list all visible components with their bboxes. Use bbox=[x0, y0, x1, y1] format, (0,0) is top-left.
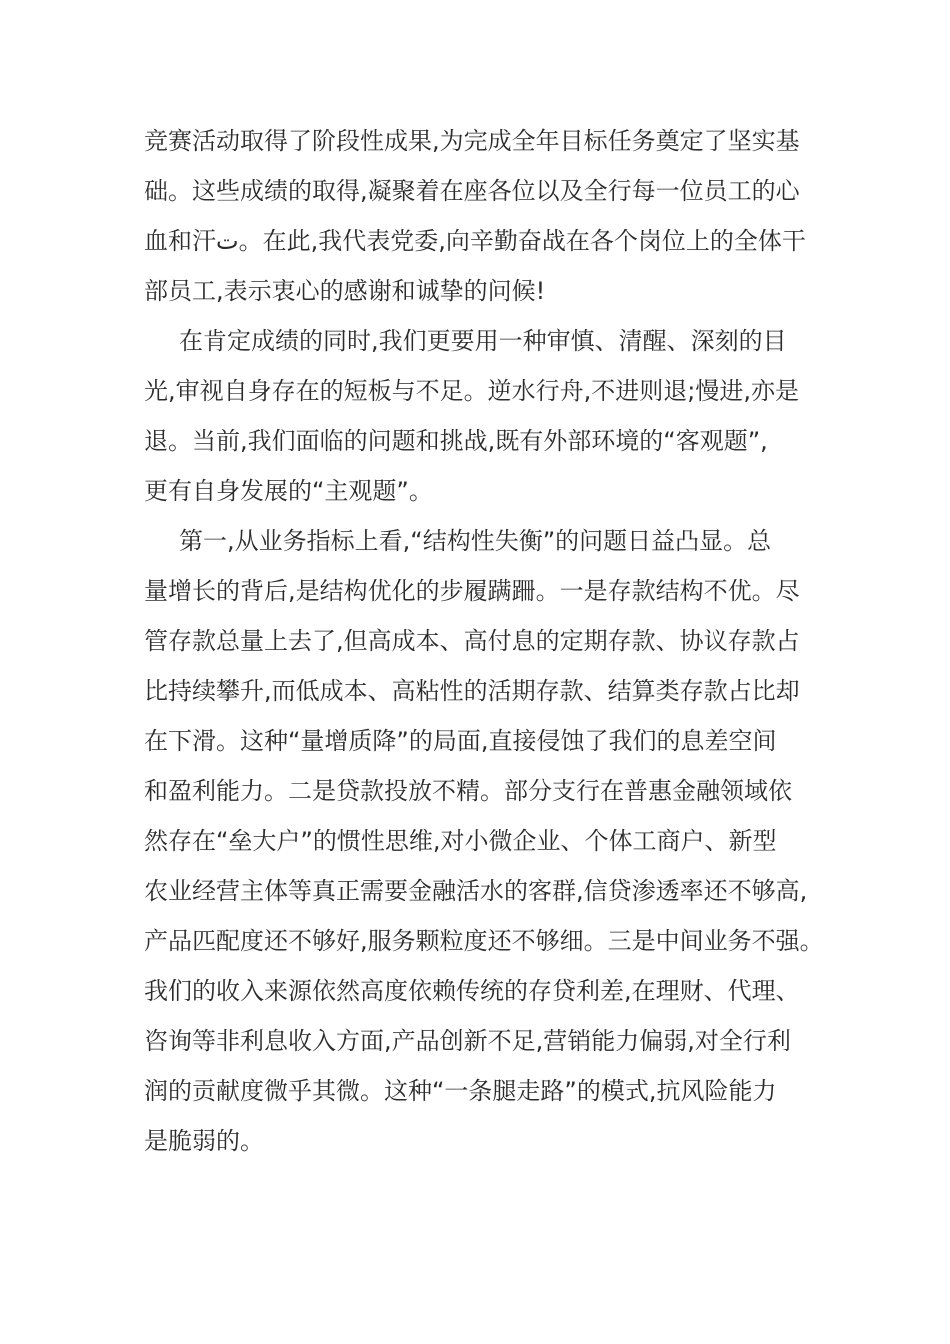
text-line: 润的贡献度微乎其微。这种“一条腿走路”的模式,抗风险能力 bbox=[144, 1077, 777, 1105]
text-line: 部员工,表示衷心的感谢和诚挚的问候! bbox=[144, 277, 546, 305]
text-line: 第一,从业务指标上看,“结构性失衡”的问题日益凸显。总 bbox=[179, 527, 772, 555]
text-line: 础。这些成绩的取得,凝聚着在座各位以及全行每一位员工的心 bbox=[144, 177, 800, 205]
text-line: 和盈利能力。二是贷款投放不精。部分支行在普惠金融领域依 bbox=[144, 777, 792, 805]
text-line: 竞赛活动取得了阶段性成果,为完成全年目标任务奠定了坚实基 bbox=[144, 127, 800, 155]
text-line: 比持续攀升,而低成本、高粘性的活期存款、结算类存款占比却 bbox=[144, 677, 800, 705]
text-line: 然存在“垒大户”的惯性思维,对小微企业、个体工商户、新型 bbox=[144, 827, 777, 855]
text-line: 产品匹配度还不够好,服务颗粒度还不够细。三是中间业务不强。 bbox=[144, 927, 824, 955]
paragraph bbox=[144, 316, 814, 516]
paragraph bbox=[144, 516, 824, 1166]
text-line: 量增长的背后,是结构优化的步履蹒跚。一是存款结构不优。尽 bbox=[144, 577, 800, 605]
text-line: 光,审视自身存在的短板与不足。逆水行舟,不进则退;慢进,亦是 bbox=[144, 377, 799, 405]
text-line: 咨询等非利息收入方面,产品创新不足,营销能力偏弱,对全行利 bbox=[144, 1027, 791, 1055]
text-line: 退。当前,我们面临的问题和挑战,既有外部环境的“客观题”, bbox=[144, 427, 768, 455]
text-line: 管存款总量上去了,但高成本、高付息的定期存款、协议存款占 bbox=[144, 627, 800, 655]
text-line: 血和汗ت。在此,我代表党委,向辛勤奋战在各个岗位上的全体干 bbox=[144, 227, 806, 255]
document-body bbox=[144, 116, 824, 1166]
text-line: 在下滑。这种“量增质降”的局面,直接侵蚀了我们的息差空间 bbox=[144, 727, 777, 755]
text-line: 农业经营主体等真正需要金融活水的客群,信贷渗透率还不够高, bbox=[144, 877, 808, 905]
text-line: 更有自身发展的“主观题”。 bbox=[144, 477, 433, 505]
paragraph bbox=[144, 116, 814, 316]
text-line: 我们的收入来源依然高度依赖传统的存贷利差,在理财、代理、 bbox=[144, 977, 800, 1005]
text-line: 是脆弱的。 bbox=[144, 1127, 264, 1155]
text-line: 在肯定成绩的同时,我们更要用一种审慎、清醒、深刻的目 bbox=[179, 327, 787, 355]
